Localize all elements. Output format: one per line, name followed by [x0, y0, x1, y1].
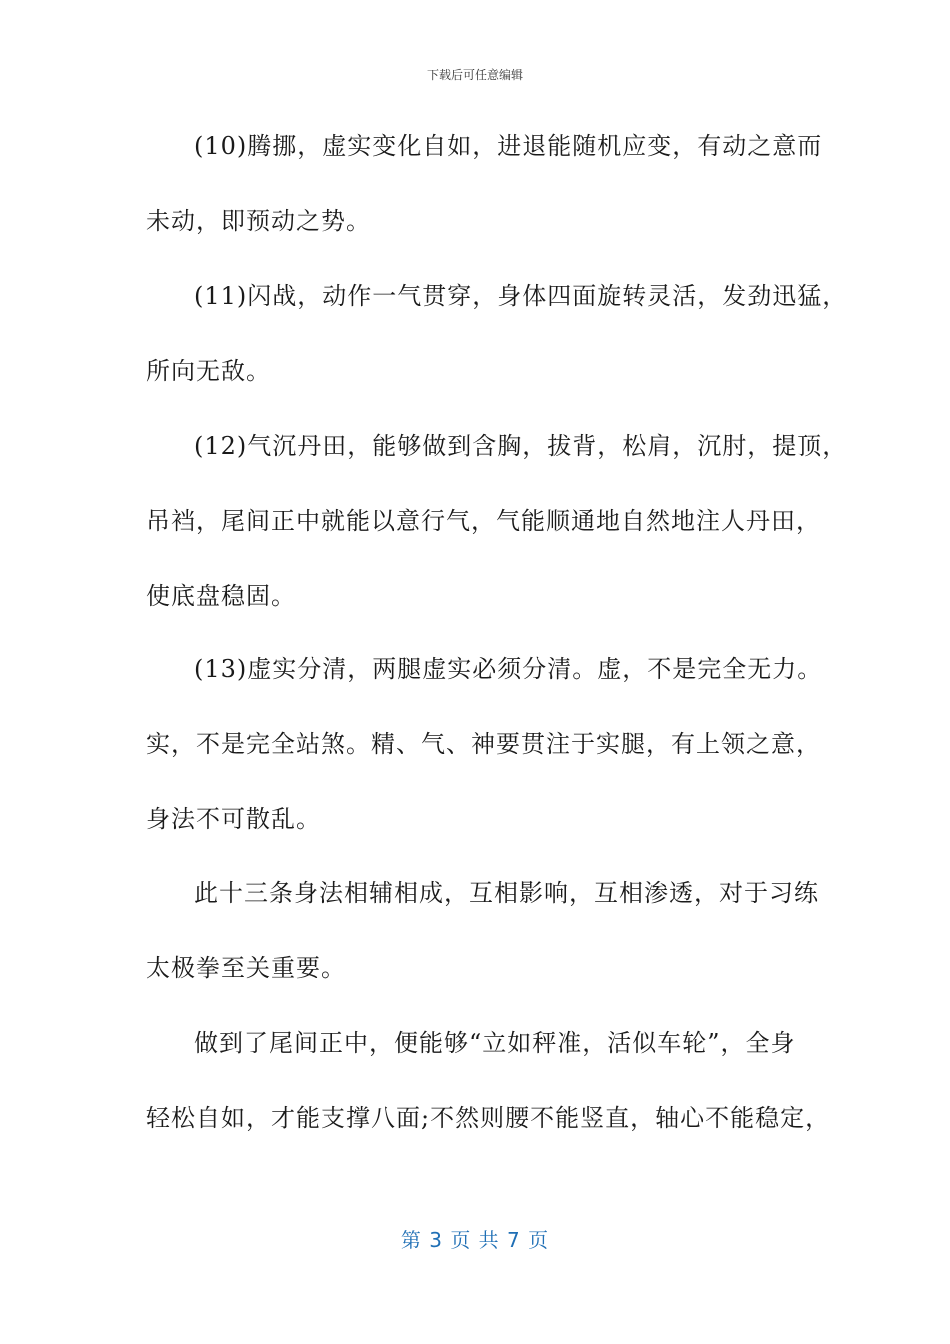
paragraph-line: 吊裆，尾间正中就能以意行气，气能顺通地自然地注人丹田，: [146, 507, 821, 535]
paragraph-line: 太极拳至关重要。: [146, 954, 346, 982]
page-footer: 第 3 页 共 7 页: [400, 1228, 550, 1252]
paragraph-line: 使底盘稳固。: [146, 582, 296, 610]
paragraph-line: (11)闪战，动作一气贯穿，身体四面旋转灵活，发劲迅猛，: [194, 282, 848, 310]
paragraph-line: (10)腾挪，虚实变化自如，进退能随机应变，有动之意而: [194, 132, 823, 160]
paragraph-line: 未动，即预动之势。: [146, 207, 371, 235]
paragraph-line: 身法不可散乱。: [146, 805, 321, 833]
paragraph-line: (13)虚实分清，两腿虚实必须分清。虚，不是完全无力。: [194, 655, 823, 683]
paragraph-line: 此十三条身法相辅相成，互相影响，互相渗透，对于习练: [194, 879, 819, 907]
paragraph-line: 实，不是完全站煞。精、气、神要贯注于实腿，有上领之意，: [146, 730, 821, 758]
paragraph-line: 做到了尾间正中，便能够“立如秤准，活似车轮”，全身: [194, 1029, 796, 1057]
paragraph-line: (12)气沉丹田，能够做到含胸，拔背，松肩，沉肘，提顶，: [194, 432, 848, 460]
paragraph-line: 所向无敌。: [146, 357, 271, 385]
page-header: 下载后可任意编辑: [426, 68, 523, 82]
paragraph-line: 轻松自如，才能支撑八面;不然则腰不能竖直，轴心不能稳定，: [146, 1104, 831, 1132]
